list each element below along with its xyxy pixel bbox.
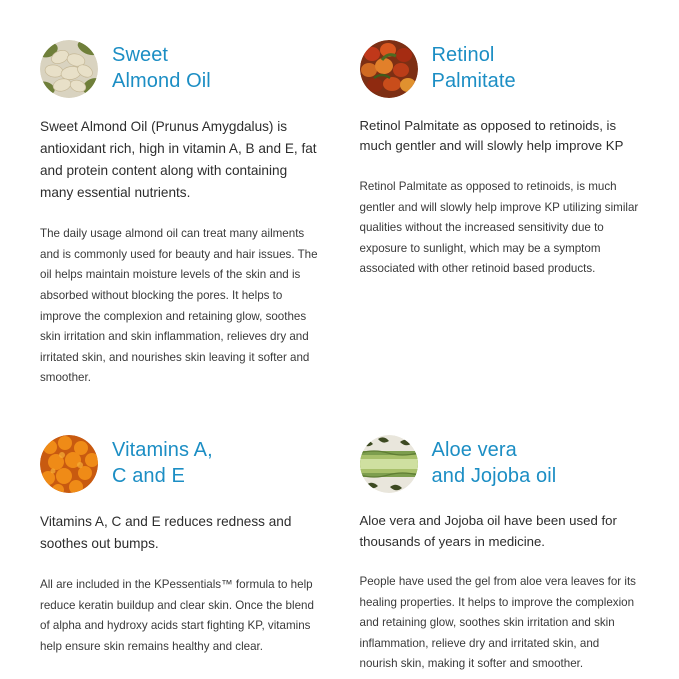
ingredient-card-aloe-vera-jojoba-oil xyxy=(360,433,639,675)
card-title xyxy=(432,43,516,94)
card-title-line1: Retinol xyxy=(431,44,495,67)
card-body: The daily usage almond oil can treat many ailments and is commonly used for beauty and hair issues. The oil helps maintain moisture levels of the skin and is absorbed without blocking the pores. It helps to improve the complexion and retaining glow, soothes skin irritation and skin inflammation, relieves dry and irritated skin, and nourishes skin leaving it softer and smoother. xyxy=(40,227,318,385)
ingredients-grid xyxy=(40,38,639,675)
card-header xyxy=(40,433,319,495)
card-header xyxy=(360,38,639,100)
aloe-vera-leaf-photo xyxy=(360,435,418,493)
ingredient-card-retinol-palmitate xyxy=(360,38,639,389)
card-title-line2: and Jojoba oil xyxy=(431,465,557,488)
card-body: All are included in the KPessentials™ formula to help reduce keratin buildup and clear skin. Once the blend of alpha and hydroxy acids start fighting KP, vitamins help ensure skin remains healthy and clear. xyxy=(40,578,314,653)
almonds-photo xyxy=(40,40,98,98)
card-title-line1: Vitamins A, xyxy=(112,439,213,462)
red-berries-photo xyxy=(360,40,418,98)
card-title-line2: Almond Oil xyxy=(112,70,211,92)
card-lead: Retinol Palmitate as opposed to retinoids, is much gentler and will slowly help improve KP xyxy=(359,118,624,154)
sea-buckthorn-berries-photo xyxy=(40,435,98,493)
card-title xyxy=(112,43,211,94)
card-header xyxy=(360,433,639,495)
card-title-line1: Sweet xyxy=(112,44,169,67)
card-lead: Vitamins A, C and E reduces redness and soothes out bumps. xyxy=(40,514,292,552)
card-title xyxy=(112,438,213,489)
ingredient-card-sweet-almond-oil xyxy=(40,38,319,389)
card-lead: Sweet Almond Oil (Prunus Amygdalus) is antioxidant rich, high in vitamin A, B and E, fat and protein content along with containing many essential nutrients. xyxy=(40,119,317,201)
card-lead: Aloe vera and Jojoba oil have been used for thousands of years in medicine. xyxy=(359,513,617,549)
card-title-line2: C and E xyxy=(112,465,185,488)
card-header xyxy=(40,38,319,100)
ingredient-card-vitamins-a-c-e xyxy=(40,433,319,675)
card-title xyxy=(432,438,557,489)
card-title-line1: Aloe vera xyxy=(431,439,517,462)
card-body: Retinol Palmitate as opposed to retinoids, is much gentler and will slowly help improve KP utilizing similar qualities without the increased sensitivity due to exposure to sunlight, which may be a symptom associated with other retinoid based products. xyxy=(359,179,639,276)
card-title-line2: Palmitate xyxy=(431,70,516,92)
card-body: People have used the gel from aloe vera leaves for its healing properties. It helps to improve the complexion and retaining glow, soothes skin irritation and skin inflammation, relieve dry and irritated skin, and nourish skin, making it softer and smoother. xyxy=(359,574,636,671)
